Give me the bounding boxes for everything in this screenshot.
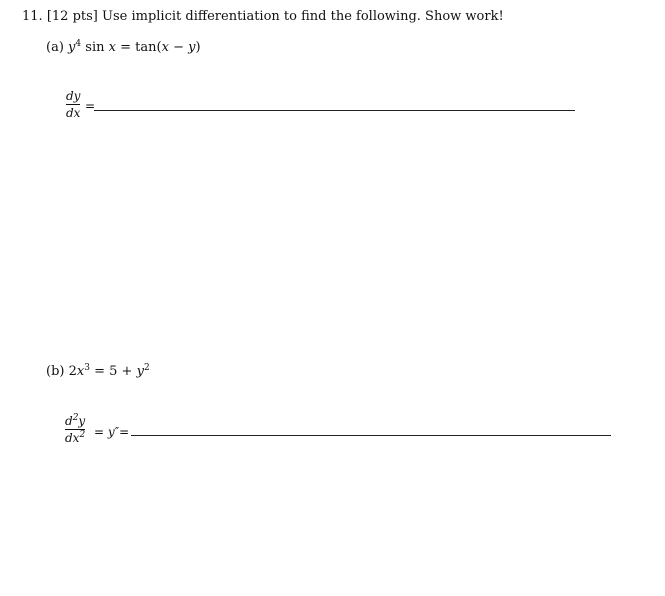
part-b-prompt — [46, 364, 150, 379]
part-a-sin: sin — [85, 40, 105, 55]
question-header — [22, 9, 504, 24]
question-number: 11. — [22, 9, 43, 24]
part-a-minus: − — [173, 40, 184, 55]
part-a-label: (a) — [46, 40, 64, 55]
question-points: [12 pts] — [46, 9, 98, 24]
part-a-exponent: 4 — [75, 39, 82, 49]
part-b-coef: 2 — [68, 364, 77, 379]
part-a-equals: = — [120, 40, 132, 55]
part-a-derivative-fraction — [66, 89, 80, 120]
part-b-second-derivative-fraction — [65, 414, 85, 445]
question-instruction: Use implicit differentiation to find the following. Show work! — [102, 9, 504, 24]
part-b-rhs: 5 + — [109, 364, 133, 379]
part-a-answer-equals: = — [85, 99, 96, 113]
part-b-y-exponent: 2 — [143, 363, 150, 373]
part-b-num-d: d — [65, 414, 73, 428]
part-b-num-exp: 2 — [72, 413, 79, 423]
part-a-tan: tan( — [135, 40, 162, 55]
part-b-numerator — [65, 414, 85, 428]
part-a-denominator: dx — [66, 106, 81, 120]
part-b-denominator — [65, 431, 85, 445]
part-b-yprime: y″ — [107, 425, 120, 439]
part-b-answer-line[interactable] — [131, 435, 611, 436]
fraction-bar — [66, 104, 80, 105]
part-a-y: y — [68, 40, 76, 55]
part-b-den-dx: dx — [65, 431, 80, 445]
part-b-equals: = — [94, 364, 106, 379]
part-b-x-exponent: 3 — [84, 363, 90, 373]
part-a-prompt — [46, 40, 201, 55]
part-a-x: x — [108, 40, 116, 55]
part-b-y: y — [136, 364, 144, 379]
part-b-label: (b) — [46, 364, 65, 379]
part-a-numerator: dy — [66, 89, 81, 103]
part-b-x: x — [76, 364, 85, 379]
part-a-answer-line[interactable] — [94, 110, 575, 111]
part-a-close: ) — [195, 40, 201, 55]
part-b-num-y: y — [78, 414, 86, 428]
part-b-den-exp: 2 — [79, 430, 86, 440]
part-a-x2: x — [161, 40, 169, 55]
part-b-answer-expression — [94, 425, 129, 439]
part-a-y2: y — [188, 40, 196, 55]
part-b-equals-2: = — [119, 425, 130, 439]
part-b-equals-1: = — [94, 425, 105, 439]
